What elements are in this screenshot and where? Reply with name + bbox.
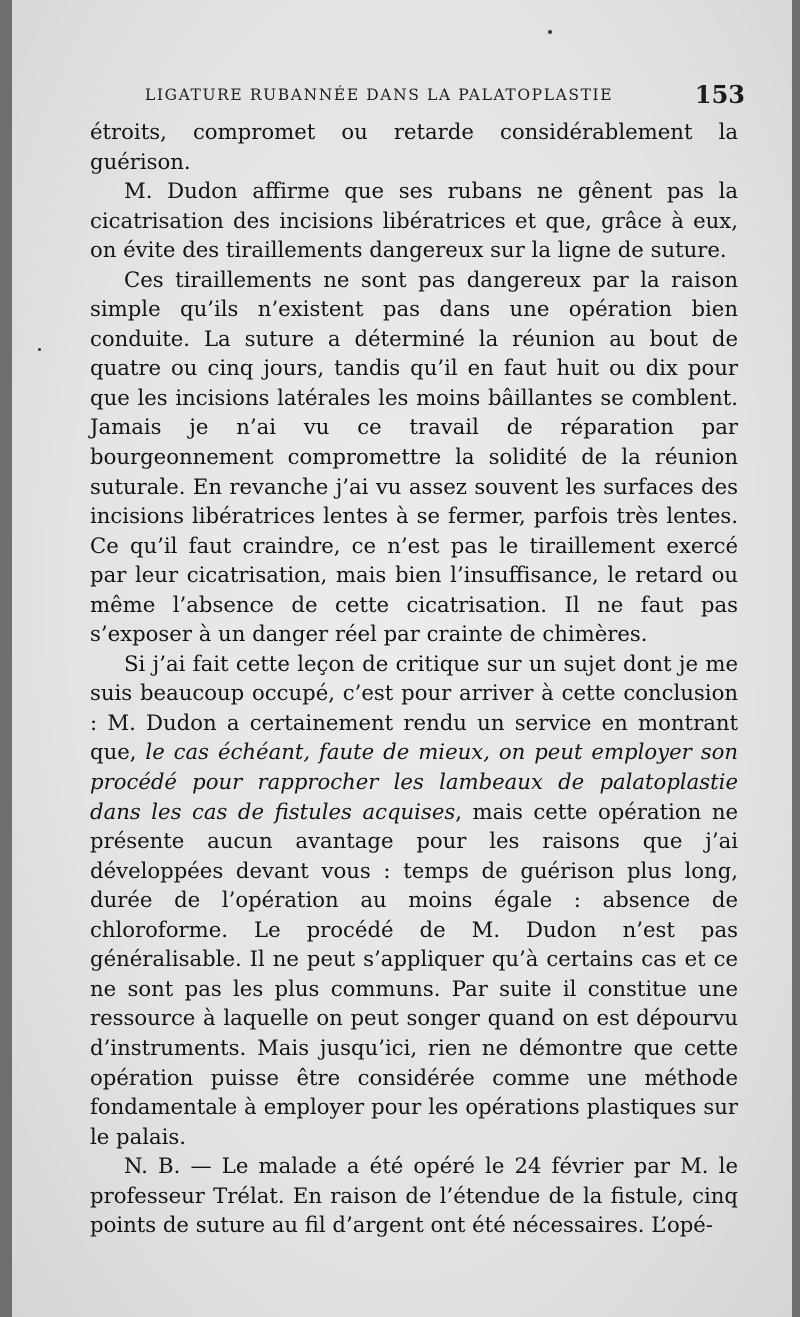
paragraph	[90, 1151, 738, 1240]
text-segment: , mais cette opération ne présente aucun avantage pour les raisons que j’ai développées devant vous : temps de guérison plus long, durée de l’opération au moins égale : absence de chloroforme. Le procédé de M. Dudon n’est pas généralisable. Il ne peut s’appliquer qu’à certains cas et ce ne sont pas les plus communs. Par suite il constitue une ressource à laquelle on peut songer quand on est dépourvu d’instruments. Mais jusqu’ici, rien ne démontre que cette opération puisse être considérée comme une méthode fondamentale à employer pour les opérations plastiques sur le palais.	[90, 798, 738, 1149]
running-title: LIGATURE RUBANNÉE DANS LA PALATOPLASTIE	[145, 86, 614, 104]
text-segment: Ces tiraillements ne sont pas dangereux par la raison simple qu’ils n’existent pas dans une opération bien conduite. La suture a déterminé la réunion au bout de quatre ou cinq jours, tandis qu’il en faut huit ou dix pour que les incisions latérales les moins bâillantes se comblent. Jamais je n’ai vu ce travail de réparation par bourgeonnement compromettre la solidité de la réunion suturale. En revanche j’ai vu assez souvent les surfaces des incisions libératrices lentes à se fermer, parfois très lentes. Ce qu’il faut craindre, ce n’est pas le tiraillement exercé par leur cicatrisation, mais bien l’insuffisance, le retard ou même l’absence de cette cicatrisation. Il ne faut pas s’exposer à un danger réel par crainte de chimères.	[90, 266, 738, 647]
text-segment: Si j’ai fait cette leçon de critique sur un sujet dont je me suis beaucoup occupé, c’est pour arriver à cette conclusion : M. Dudon a certainement rendu un service en montrant que,	[90, 650, 738, 765]
paragraph	[90, 176, 738, 265]
body-text	[90, 117, 738, 1240]
print-speck	[548, 30, 552, 34]
page-number: 153	[694, 80, 745, 109]
text-segment: M. Dudon affirme que ses rubans ne gênent pas la cicatrisation des incisions libératrices et que, grâce à eux, on évite des tiraillements dangereux sur la ligne de suture.	[90, 178, 738, 263]
italic-text: le cas échéant, faute de mieux, on peut employer son procédé pour rapprocher les lambeaux de palatoplastie dans les cas de fistules acquises	[90, 739, 738, 824]
paragraph	[90, 265, 738, 649]
paragraph	[90, 117, 738, 176]
print-speck	[38, 348, 41, 351]
text-segment: étroits, compromet ou retarde considérablement la guérison.	[90, 119, 738, 174]
book-page	[12, 0, 792, 1317]
text-segment: N. B. — Le malade a été opéré le 24 février par M. le professeur Trélat. En raison de l’étendue de la fistule, cinq points de suture au fil d’argent ont été nécessaires. L’opé-	[90, 1153, 738, 1238]
paragraph	[90, 649, 738, 1151]
running-head	[145, 80, 745, 110]
